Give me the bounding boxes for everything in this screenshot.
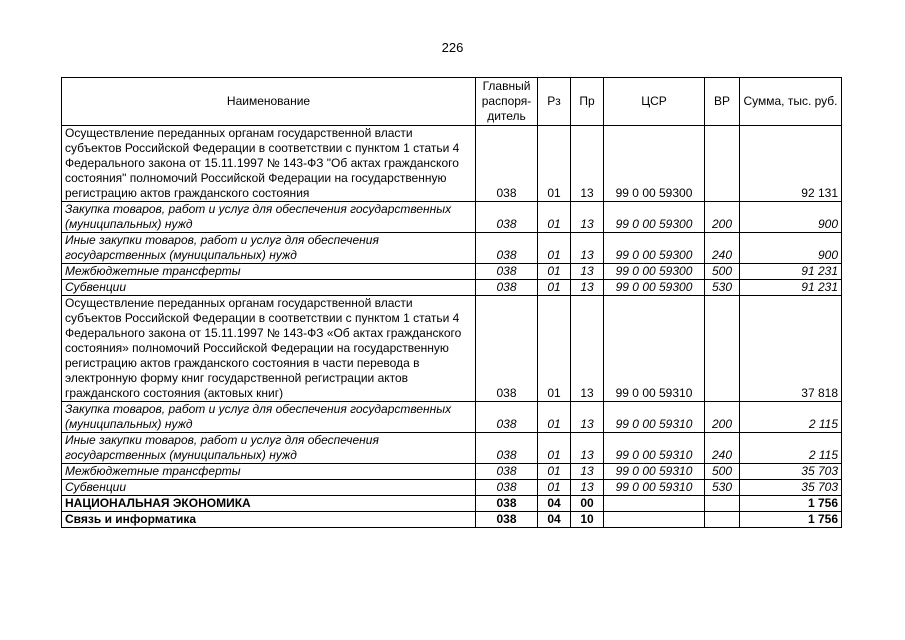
row-vr (705, 296, 740, 402)
row-pr: 13 (571, 464, 604, 480)
row-vr: 530 (705, 480, 740, 496)
row-name: Межбюджетные трансферты (62, 464, 476, 480)
row-pr: 13 (571, 296, 604, 402)
table-row (62, 126, 842, 202)
row-sum: 900 (740, 233, 842, 264)
header-vr: ВР (705, 78, 740, 126)
header-csr: ЦСР (604, 78, 705, 126)
table-row (62, 264, 842, 280)
row-name: Иные закупки товаров, работ и услуг для обеспечения государственных (муниципальных) нужд (62, 433, 476, 464)
row-csr: 99 0 00 59300 (604, 202, 705, 233)
row-pr: 13 (571, 202, 604, 233)
row-glav: 038 (476, 480, 538, 496)
row-name: Субвенции (62, 480, 476, 496)
row-rz: 04 (538, 496, 571, 512)
table-row (62, 433, 842, 464)
row-csr: 99 0 00 59300 (604, 233, 705, 264)
row-name: Межбюджетные трансферты (62, 264, 476, 280)
row-sum: 91 231 (740, 264, 842, 280)
row-vr: 500 (705, 464, 740, 480)
row-pr: 13 (571, 280, 604, 296)
row-vr: 200 (705, 402, 740, 433)
row-name: Закупка товаров, работ и услуг для обеспечения государственных (муниципальных) нужд (62, 402, 476, 433)
row-csr: 99 0 00 59310 (604, 464, 705, 480)
row-name: Иные закупки товаров, работ и услуг для обеспечения государственных (муниципальных) нужд (62, 233, 476, 264)
table-row (62, 512, 842, 528)
row-rz: 01 (538, 402, 571, 433)
row-sum: 1 756 (740, 496, 842, 512)
row-vr: 200 (705, 202, 740, 233)
row-vr (705, 512, 740, 528)
row-name: Осуществление переданных органам государственной власти субъектов Российской Федерации в соответствии с пунктом 1 статьи 4 Федерального закона от 15.11.1997 № 143-ФЗ "Об актах гражданского состояния" полномочий Российской Федерации на государственную регистрацию актов гражданского состояния (62, 126, 476, 202)
row-pr: 13 (571, 433, 604, 464)
row-sum: 91 231 (740, 280, 842, 296)
row-vr: 530 (705, 280, 740, 296)
row-csr: 99 0 00 59310 (604, 402, 705, 433)
row-name: НАЦИОНАЛЬНАЯ ЭКОНОМИКА (62, 496, 476, 512)
row-glav: 038 (476, 280, 538, 296)
row-sum: 92 131 (740, 126, 842, 202)
row-pr: 13 (571, 480, 604, 496)
row-sum: 1 756 (740, 512, 842, 528)
row-rz: 01 (538, 464, 571, 480)
row-glav: 038 (476, 512, 538, 528)
row-vr: 240 (705, 433, 740, 464)
row-glav: 038 (476, 433, 538, 464)
row-rz: 01 (538, 202, 571, 233)
table-row (62, 233, 842, 264)
row-glav: 038 (476, 464, 538, 480)
row-sum: 35 703 (740, 480, 842, 496)
header-row (62, 78, 842, 126)
row-sum: 35 703 (740, 464, 842, 480)
row-glav: 038 (476, 402, 538, 433)
row-pr: 13 (571, 126, 604, 202)
row-rz: 01 (538, 433, 571, 464)
row-vr: 500 (705, 264, 740, 280)
row-csr (604, 496, 705, 512)
table-row (62, 464, 842, 480)
row-vr: 240 (705, 233, 740, 264)
header-rz: Рз (538, 78, 571, 126)
row-rz: 01 (538, 264, 571, 280)
row-sum: 900 (740, 202, 842, 233)
budget-table (61, 77, 842, 528)
row-rz: 01 (538, 480, 571, 496)
row-csr: 99 0 00 59300 (604, 264, 705, 280)
row-glav: 038 (476, 233, 538, 264)
row-pr: 00 (571, 496, 604, 512)
row-pr: 13 (571, 264, 604, 280)
row-sum: 37 818 (740, 296, 842, 402)
row-pr: 13 (571, 233, 604, 264)
page-number: 226 (441, 40, 464, 55)
row-name: Субвенции (62, 280, 476, 296)
row-rz: 01 (538, 126, 571, 202)
table-row (62, 480, 842, 496)
header-sum: Сумма, тыс. руб. (740, 78, 842, 126)
row-vr (705, 496, 740, 512)
row-csr: 99 0 00 59310 (604, 480, 705, 496)
row-glav: 038 (476, 202, 538, 233)
table-row (62, 402, 842, 433)
row-rz: 01 (538, 233, 571, 264)
row-glav: 038 (476, 126, 538, 202)
header-name: Наименование (62, 78, 476, 126)
header-pr: Пр (571, 78, 604, 126)
row-pr: 10 (571, 512, 604, 528)
row-glav: 038 (476, 264, 538, 280)
row-glav: 038 (476, 496, 538, 512)
row-csr: 99 0 00 59310 (604, 296, 705, 402)
header-glav: Главный распоря-дитель (476, 78, 538, 126)
table-row (62, 280, 842, 296)
row-csr: 99 0 00 59300 (604, 280, 705, 296)
row-name: Связь и информатика (62, 512, 476, 528)
row-rz: 01 (538, 296, 571, 402)
row-vr (705, 126, 740, 202)
row-csr (604, 512, 705, 528)
row-rz: 01 (538, 280, 571, 296)
row-glav: 038 (476, 296, 538, 402)
row-pr: 13 (571, 402, 604, 433)
row-csr: 99 0 00 59300 (604, 126, 705, 202)
table-row (62, 296, 842, 402)
row-sum: 2 115 (740, 402, 842, 433)
row-rz: 04 (538, 512, 571, 528)
row-name: Осуществление переданных органам государственной власти субъектов Российской Федерации в соответствии с пунктом 1 статьи 4 Федерального закона от 15.11.1997 № 143-ФЗ «Об актах гражданского состояния» полномочий Российской Федерации на государственную регистрацию актов гражданского состояния в части перевода в электронную форму книг государственной регистрации актов гражданского состояния (актовых книг) (62, 296, 476, 402)
row-name: Закупка товаров, работ и услуг для обеспечения государственных (муниципальных) нужд (62, 202, 476, 233)
row-sum: 2 115 (740, 433, 842, 464)
table-row (62, 496, 842, 512)
row-csr: 99 0 00 59310 (604, 433, 705, 464)
table-row (62, 202, 842, 233)
